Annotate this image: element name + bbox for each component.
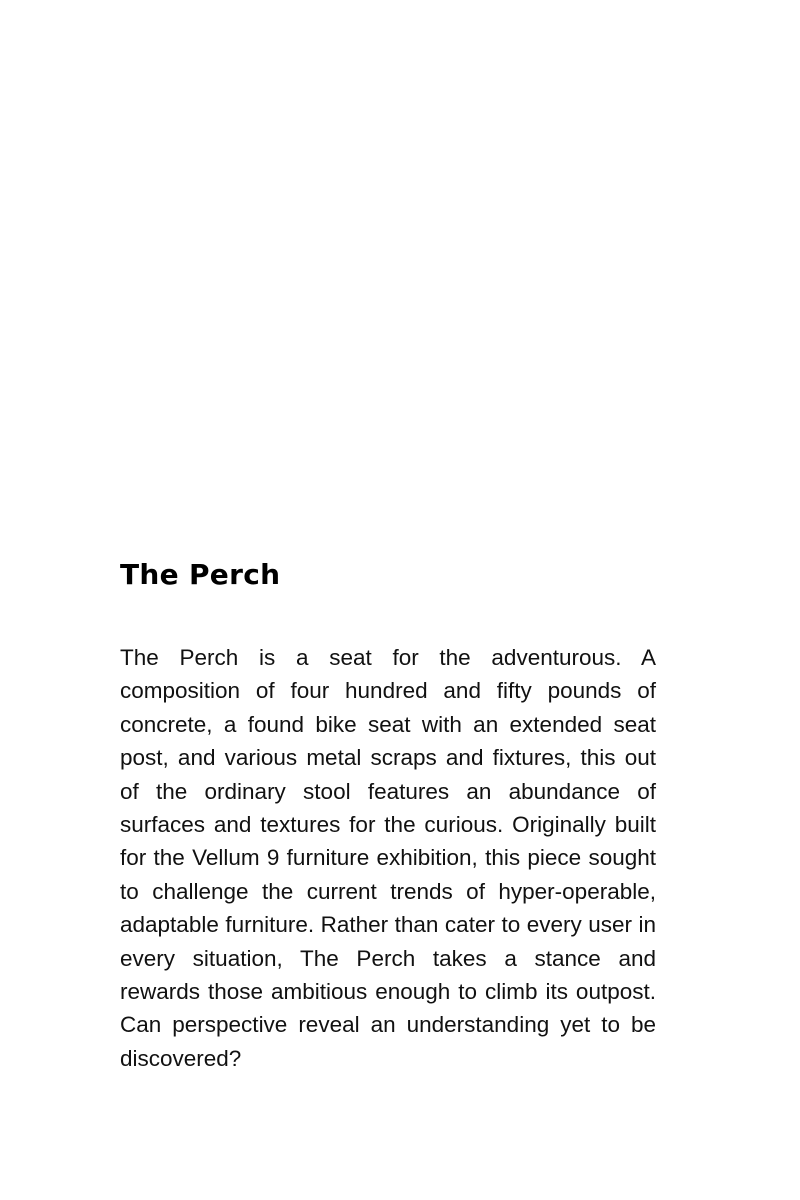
article-body: The Perch is a seat for the adventurous. A composition of four hundred and fifty pounds of concrete, a found bike seat with an extended seat post, and various metal scraps and fixtures, this out of the ordinary stool features an abundance of surfaces and textures for the curious. Originally built for the Vellum 9 furniture exhibition, this piece sought to challenge the current trends of hyper-operable, adaptable furniture. Rather than cater to every user in every situation, The Perch takes a stance and rewards those ambitious enough to climb its outpost. Can perspective reveal an understanding yet to be discovered?	[120, 645, 656, 1071]
article	[120, 555, 656, 1075]
article-title: The Perch	[120, 558, 281, 591]
